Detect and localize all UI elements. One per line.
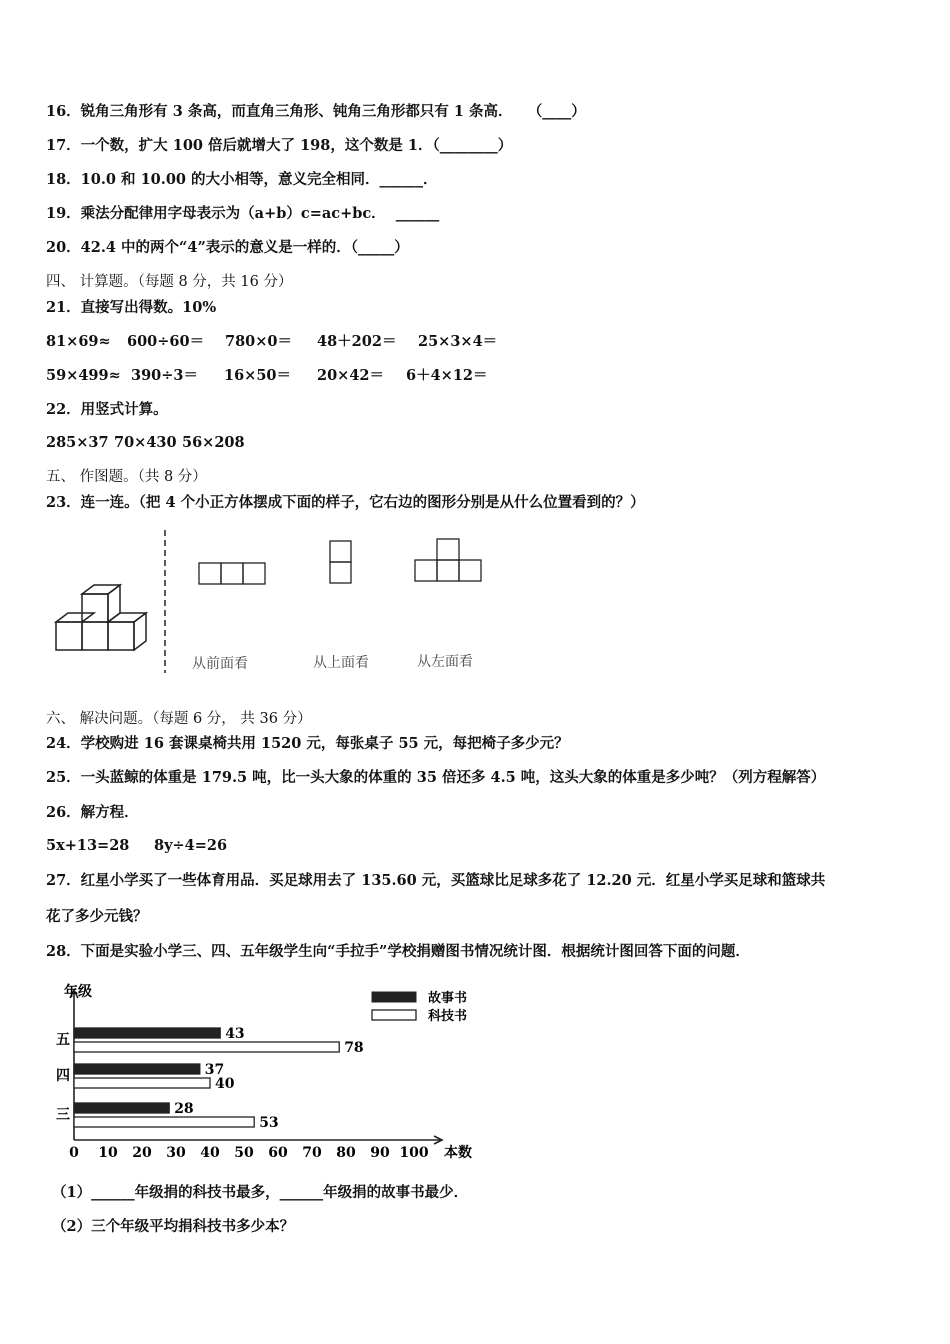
calc-item: 81×69≈ (46, 333, 111, 350)
question-28-part2: （2）三个年级平均捐科技书多少本？ (52, 1218, 295, 1235)
view-label-top: 从上面看 (313, 655, 369, 671)
x-tick-label: 100 (399, 1145, 429, 1161)
cube-stack-drawing (56, 585, 146, 650)
calc-item: 16×50＝ (224, 367, 292, 384)
bar-value-label: 40 (215, 1076, 235, 1092)
x-tick-label: 50 (234, 1145, 254, 1161)
x-tick-label: 30 (166, 1145, 186, 1161)
question-28-part1: （1）______年级捐的科技书最多，______年级捐的故事书最少． (52, 1184, 469, 1201)
x-tick-label: 60 (268, 1145, 288, 1161)
question-26: 26．解方程． (46, 804, 139, 821)
bar-value-label: 28 (174, 1101, 194, 1117)
question-20: 20．42.4 中的两个“4”表示的意义是一样的．（_____） (46, 239, 409, 256)
category-label: 四 (56, 1068, 70, 1084)
question-17: 17．一个数，扩大 100 倍后就增大了 198，这个数是 1．（________） (46, 137, 513, 154)
legend-swatch-story (372, 992, 416, 1002)
question-21: 21．直接写出得数。10% (46, 299, 217, 316)
question-24: 24．学校购进 16 套课桌椅共用 1520 元，每张桌子 55 元，每把椅子多少元？ (46, 735, 569, 752)
calc-item: 285×37 (46, 434, 109, 451)
x-tick-label: 0 (69, 1145, 79, 1161)
question-22: 22．用竖式计算。 (46, 401, 168, 418)
x-tick-label: 20 (132, 1145, 152, 1161)
left-view-shape (415, 539, 481, 581)
equation-item: 8y÷4=26 (154, 837, 228, 854)
category-label: 五 (56, 1032, 70, 1048)
x-tick-label: 70 (302, 1145, 322, 1161)
calc-item: 56×208 (182, 434, 245, 451)
x-tick-label: 10 (98, 1145, 118, 1161)
equation-item: 5x+13=28 (46, 837, 130, 854)
bar-science (74, 1042, 339, 1052)
x-tick-labels (69, 1145, 429, 1161)
calc-item: 20×42＝ (317, 367, 385, 384)
question-25: 25．一头蓝鲸的体重是 179.5 吨，比一头大象的体重的 35 倍还多 4.5 吨，这头大象的体重是多少吨？（列方程解答） (46, 769, 826, 786)
calc-item: 600÷60＝ (127, 333, 205, 350)
bar-story (74, 1028, 220, 1038)
section-4-heading: 四、 计算题。（每题 8 分，共 16 分） (46, 274, 293, 290)
question-23: 23．连一连。（把 4 个小正方体摆成下面的样子，它右边的图形分别是从什么位置看到的？） (46, 494, 645, 511)
book-donation-chart (40, 980, 510, 1170)
bar-value-label: 37 (204, 1062, 225, 1078)
legend-label-story: 故事书 (428, 991, 468, 1006)
y-axis-label: 年级 (64, 984, 92, 1000)
x-axis-label: 本数 (444, 1145, 472, 1161)
question-16: 16．锐角三角形有 3 条高，而直角三角形、钝角三角形都只有 1 条高． （____） (46, 103, 586, 120)
calc-item: 59×499≈ (46, 367, 121, 384)
question-28: 28．下面是实验小学三、四、五年级学生向“手拉手”学校捐赠图书情况统计图．根据统计图回答下面的问题． (46, 943, 750, 960)
legend-swatch-science (372, 1010, 416, 1020)
calc-item: 780×0＝ (225, 333, 293, 350)
calc-item: 390÷3＝ (131, 367, 199, 384)
bar-science (74, 1078, 210, 1088)
category-labels (56, 1032, 70, 1123)
bar-story (74, 1103, 169, 1113)
bars (74, 1026, 364, 1131)
x-tick-label: 90 (370, 1145, 390, 1161)
calc-item: 6＋4×12＝ (406, 367, 488, 384)
x-tick-label: 40 (200, 1145, 220, 1161)
view-label-left: 从左面看 (417, 654, 473, 670)
x-tick-label: 80 (336, 1145, 356, 1161)
section-6-heading: 六、 解决问题。（每题 6 分， 共 36 分） (46, 711, 312, 727)
front-view-shape (199, 563, 265, 584)
calc-item: 48＋202＝ (317, 333, 397, 350)
category-label: 三 (56, 1107, 70, 1123)
calc-item: 25×3×4＝ (418, 333, 498, 350)
calc-item: 70×430 (114, 434, 177, 451)
view-label-front: 从前面看 (192, 656, 248, 672)
bar-science (74, 1117, 254, 1127)
bar-value-label: 78 (344, 1040, 364, 1056)
bar-value-label: 53 (259, 1115, 279, 1131)
question-19: 19．乘法分配律用字母表示为（a+b）c=ac+bc． ______ (46, 205, 440, 222)
question-27-line1: 27．红星小学买了一些体育用品．买足球用去了 135.60 元，买篮球比足球多花了 12.20 元．红星小学买足球和篮球共 (46, 872, 826, 889)
question-27-line2: 花了多少元钱？ (46, 908, 148, 925)
top-view-shape (330, 541, 351, 583)
section-5-heading: 五、 作图题。（共 8 分） (46, 469, 207, 485)
legend-label-science: 科技书 (428, 1009, 468, 1024)
bar-story (74, 1064, 200, 1074)
bar-value-label: 43 (225, 1026, 245, 1042)
question-18: 18．10.0 和 10.00 的大小相等，意义完全相同．______． (46, 171, 438, 188)
